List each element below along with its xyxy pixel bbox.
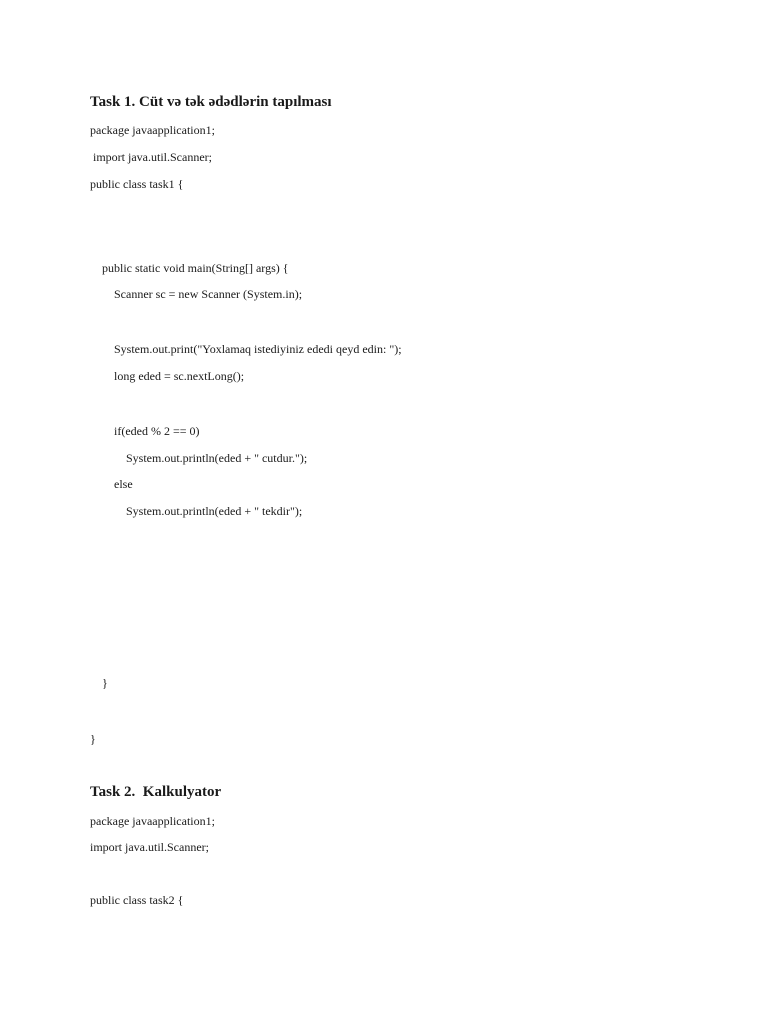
code-line: Scanner sc = new Scanner (System.in); (90, 287, 303, 301)
code-line: } (90, 676, 108, 690)
code-line: package javaapplication1; (90, 814, 215, 828)
code-line: public static void main(String[] args) { (90, 261, 289, 275)
code-line: long eded = sc.nextLong(); (90, 369, 245, 383)
task2-heading: Task 2. Kalkulyator (90, 784, 222, 800)
code-line: package javaapplication1; (90, 123, 215, 137)
code-line: import java.util.Scanner; (90, 150, 212, 164)
task1-heading: Task 1. Cüt və tək ədədlərin tapılması (90, 94, 332, 110)
code-line: if(eded % 2 == 0) (90, 424, 200, 438)
code-line: import java.util.Scanner; (90, 840, 209, 854)
code-line: } (90, 732, 96, 746)
code-line: public class task2 { (90, 893, 184, 907)
code-line: System.out.print("Yoxlamaq istediyiniz ededi qeyd edin: "); (90, 342, 402, 356)
code-line: public class task1 { (90, 177, 184, 191)
code-line: else (90, 477, 133, 491)
code-line: System.out.println(eded + " tekdir"); (90, 504, 303, 518)
code-line: System.out.println(eded + " cutdur."); (90, 451, 308, 465)
